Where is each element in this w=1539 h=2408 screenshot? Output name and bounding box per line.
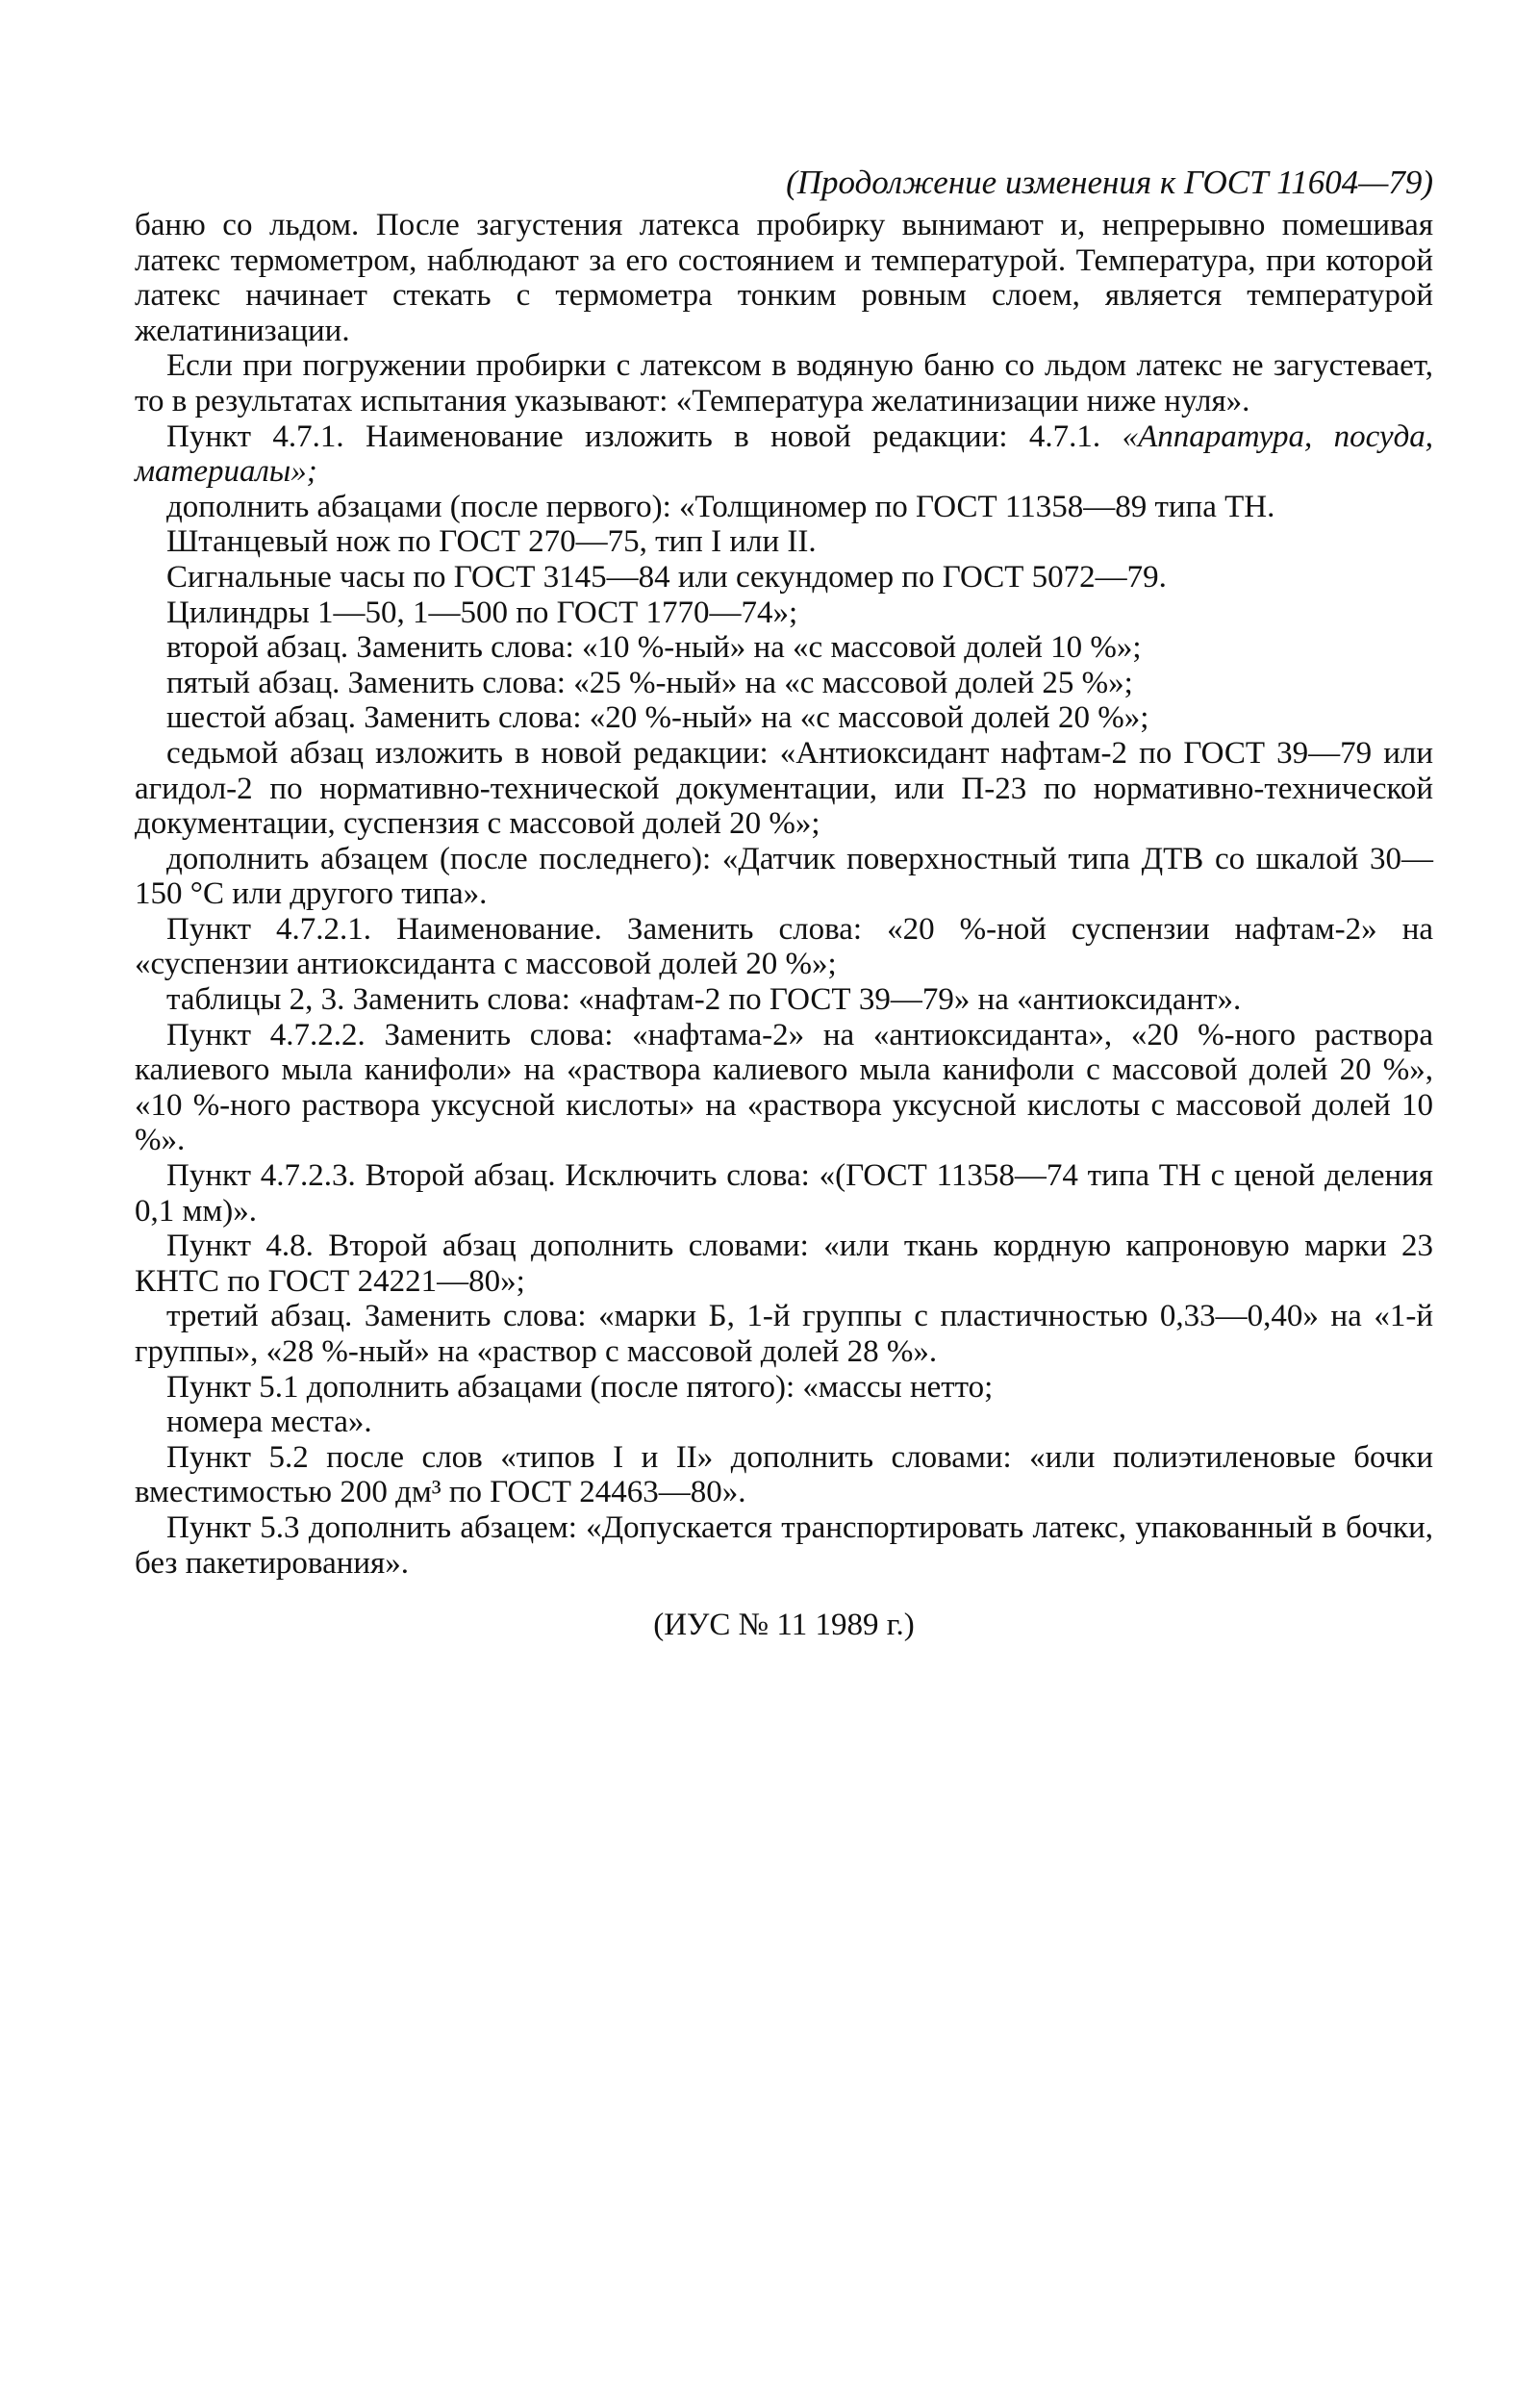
- paragraph-20: номера места».: [166, 1405, 372, 1440]
- paragraph-3: [135, 419, 1433, 490]
- paragraph-7: Цилиндры 1—50, 1—500 по ГОСТ 1770—74»;: [166, 595, 798, 630]
- paragraph-15: Пункт 4.7.2.2. Заменить слова: «нафтама-2» на «антиоксиданта», «20 %-ного раствора калиевого мыла канифоли» на «раствора калиевого мыла канифоли с массовой долей 20 %», «10 %-ного раствора уксусной кислоты» на «раствора уксусной кислоты с массовой долей 10 %».: [135, 1017, 1433, 1158]
- paragraph-12: дополнить абзацем (после последнего): «Датчик поверхностный типа ДТВ со шкалой 30—150 °С или другого типа».: [135, 841, 1433, 912]
- paragraph-3-text: Пункт 4.7.1. Наименование изложить в новой редакции: 4.7.1.: [166, 418, 1101, 454]
- paragraph-19: Пункт 5.1 дополнить абзацами (после пятого): «массы нетто;: [166, 1369, 994, 1405]
- paragraph-2: Если при погружении пробирки с латексом в водяную баню со льдом латекс не загустевает, то в результатах испытания указывают: «Температура желатинизации ниже нуля».: [135, 348, 1433, 418]
- paragraph-6: Сигнальные часы по ГОСТ 3145—84 или секундомер по ГОСТ 5072—79.: [166, 559, 1167, 595]
- source-footer: (ИУС № 11 1989 г.): [653, 1608, 915, 1643]
- paragraph-21: Пункт 5.2 после слов «типов I и II» дополнить словами: «или полиэтиленовые бочки вместимостью 200 дм³ по ГОСТ 24463—80».: [135, 1439, 1433, 1510]
- paragraph-4: дополнить абзацами (после первого): «Толщиномер по ГОСТ 11358—89 типа ТН.: [166, 489, 1275, 524]
- document-page: [135, 162, 1433, 1644]
- paragraph-1: баню со льдом. После загустения латекса пробирку вынимают и, непрерывно помешивая латекс термометром, наблюдают за его состоянием и температурой. Температура, при которой латекс начинает стекать с термометра тонким ровным слоем, является температурой желатинизации.: [135, 208, 1433, 348]
- paragraph-10: шестой абзац. Заменить слова: «20 %-ный» на «с массовой долей 20 %»;: [166, 700, 1149, 736]
- paragraph-14: таблицы 2, 3. Заменить слова: «нафтам-2 по ГОСТ 39—79» на «антиоксидант».: [166, 982, 1242, 1018]
- continuation-header: (Продолжение изменения к ГОСТ 11604—79): [786, 164, 1433, 201]
- paragraph-13: Пункт 4.7.2.1. Наименование. Заменить слова: «20 %-ной суспензии нафтам-2» на «суспензии антиоксиданта с массовой долей 20 %»;: [135, 911, 1433, 982]
- paragraph-11: седьмой абзац изложить в новой редакции: «Антиоксидант нафтам-2 по ГОСТ 39—79 или агидол-2 по нормативно-технической документации, или П-23 по нормативно-технической документации, суспензия с массовой долей 20 %»;: [135, 735, 1433, 842]
- paragraph-8: второй абзац. Заменить слова: «10 %-ный» на «с массовой долей 10 %»;: [166, 630, 1142, 666]
- italic-title: «Аппаратура, посуда, материалы»;: [135, 418, 1434, 490]
- paragraph-9: пятый абзац. Заменить слова: «25 %-ный» на «с массовой долей 25 %»;: [166, 665, 1133, 700]
- paragraph-18: третий абзац. Заменить слова: «марки Б, 1-й группы с пластичностью 0,33—0,40» на «1-й группы», «28 %-ный» на «раствор с массовой долей 28 %».: [135, 1299, 1433, 1369]
- paragraph-5: Штанцевый нож по ГОСТ 270—75, тип I или II.: [166, 524, 817, 560]
- paragraph-17: Пункт 4.8. Второй абзац дополнить словами: «или ткань кордную капроновую марки 23 КНТС по ГОСТ 24221—80»;: [135, 1229, 1433, 1299]
- document-body: [135, 208, 1433, 1581]
- paragraph-16: Пункт 4.7.2.3. Второй абзац. Исключить слова: «(ГОСТ 11358—74 типа ТН с ценой деления 0,1 мм)».: [135, 1158, 1433, 1229]
- paragraph-22: Пункт 5.3 дополнить абзацем: «Допускается транспортировать латекс, упакованный в бочки, без пакетирования».: [135, 1509, 1433, 1581]
